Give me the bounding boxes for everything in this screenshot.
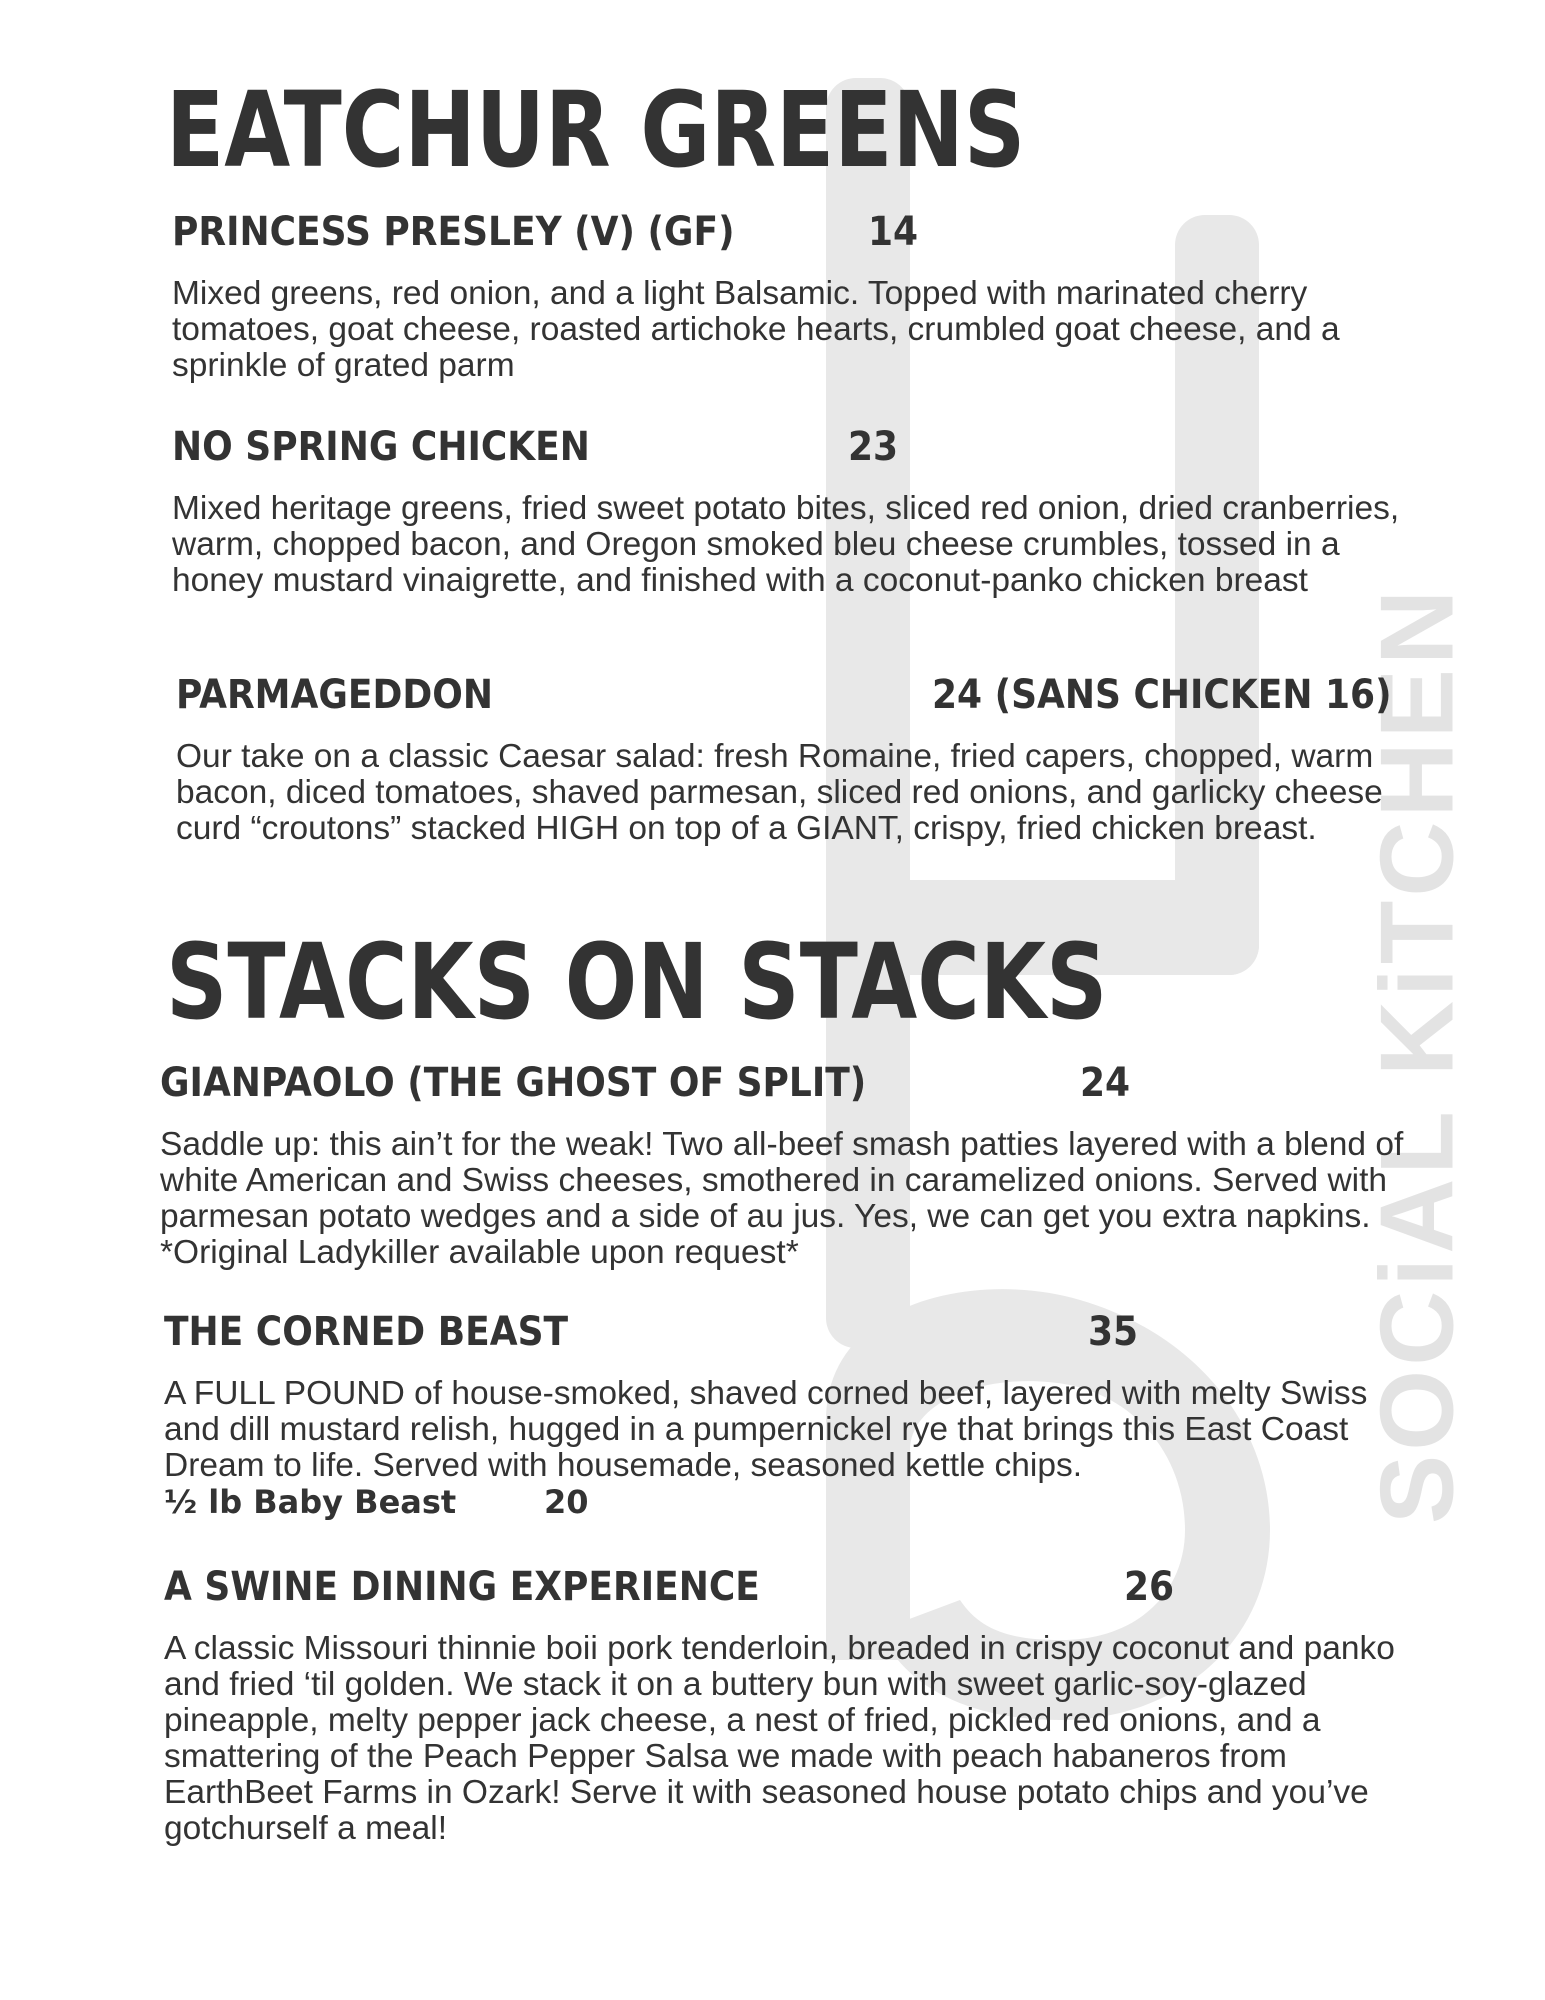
menu-item-description: A classic Missouri thinnie boii pork tenderloin, breaded in crispy coconut and panko and fried ‘til golden. We stack it on a buttery bun with sweet garlic-soy-glazed pineapple, melty pepper jack cheese, a nest of fried, pickled red onions, and a smattering of the Peach Pepper Salsa we made with peach habaneros from EarthBeet Farms in Ozark! Serve it with seasoned house potato chips and you’ve gotchurself a meal! xyxy=(164,1630,1395,1847)
menu-item-description: Mixed greens, red onion, and a light Balsamic. Topped with marinated cherry tomatoes, goat cheese, roasted artichoke hearts, crumbled goat cheese, and a sprinkle of grated parm xyxy=(172,275,1340,384)
menu-item-description: Saddle up: this ain’t for the weak! Two all-beef smash patties layered with a blend of white American and Swiss cheeses, smothered in caramelized onions. Served with parmesan potato wedges and a side of au jus. Yes, we can get you extra napkins. *Original Ladykiller available upon request* xyxy=(160,1126,1404,1271)
menu-item-price: 14 xyxy=(868,209,919,255)
menu-item-header xyxy=(172,208,1432,256)
half-portion-price: 20 xyxy=(544,1483,589,1521)
menu-item-corned-beast xyxy=(164,1308,1424,1520)
menu-item-description: Our take on a classic Caesar salad: fresh Romaine, fried capers, chopped, warm bacon, diced tomatoes, shaved parmesan, sliced red onions, and garlicky cheese curd “croutons” stacked HIGH on top of a GIANT, crispy, fried chicken breast. xyxy=(176,738,1383,847)
menu-item-no-spring-chicken xyxy=(172,423,1432,599)
section-title-eatchur-greens: EATCHUR GREENS xyxy=(166,69,1026,191)
menu-item-header xyxy=(172,423,1432,471)
menu-item-description: Mixed heritage greens, fried sweet potato bites, sliced red onion, dried cranberries, warm, chopped bacon, and Oregon smoked bleu cheese crumbles, tossed in a honey mustard vinaigrette, and finished with a coconut-panko chicken breast xyxy=(172,490,1400,599)
menu-item-name: PRINCESS PRESLEY (V) (GF) xyxy=(172,209,735,255)
half-portion-name: ½ lb Baby Beast xyxy=(164,1483,457,1521)
menu-item-header xyxy=(160,1059,1420,1107)
menu-item-name: A SWINE DINING EXPERIENCE xyxy=(164,1564,760,1610)
menu-item-header xyxy=(176,671,1436,719)
watermark-text: SOCiAL KiTCHEN xyxy=(1359,585,1476,1525)
menu-item-price: 26 xyxy=(1124,1564,1175,1610)
menu-item-swine-dining xyxy=(164,1563,1424,1847)
menu-item-name: THE CORNED BEAST xyxy=(164,1309,569,1355)
menu-item-gianpaolo xyxy=(160,1059,1420,1271)
menu-item-princess-presley xyxy=(172,208,1432,384)
menu-item-header xyxy=(164,1308,1424,1356)
menu-item-price: 24 (SANS CHICKEN 16) xyxy=(932,672,1392,718)
menu-item-price: 35 xyxy=(1088,1309,1139,1355)
section-title-stacks-on-stacks: STACKS ON STACKS xyxy=(166,921,1108,1043)
menu-item-description: A FULL POUND of house-smoked, shaved corned beef, layered with melty Swiss and dill mustard relish, hugged in a pumpernickel rye that brings this East Coast Dream to life. Served with housemade, seasoned kettle chips. xyxy=(164,1375,1368,1484)
menu-item-price: 24 xyxy=(1080,1060,1131,1106)
menu-item-name: NO SPRING CHICKEN xyxy=(172,424,590,470)
menu-item-name: PARMAGEDDON xyxy=(176,672,493,718)
menu-item-parmageddon xyxy=(176,671,1436,847)
menu-item-half-portion xyxy=(164,1484,1424,1520)
menu-item-price: 23 xyxy=(848,424,899,470)
menu-item-header xyxy=(164,1563,1424,1611)
menu-item-name: GIANPAOLO (THE GHOST OF SPLIT) xyxy=(160,1060,867,1106)
